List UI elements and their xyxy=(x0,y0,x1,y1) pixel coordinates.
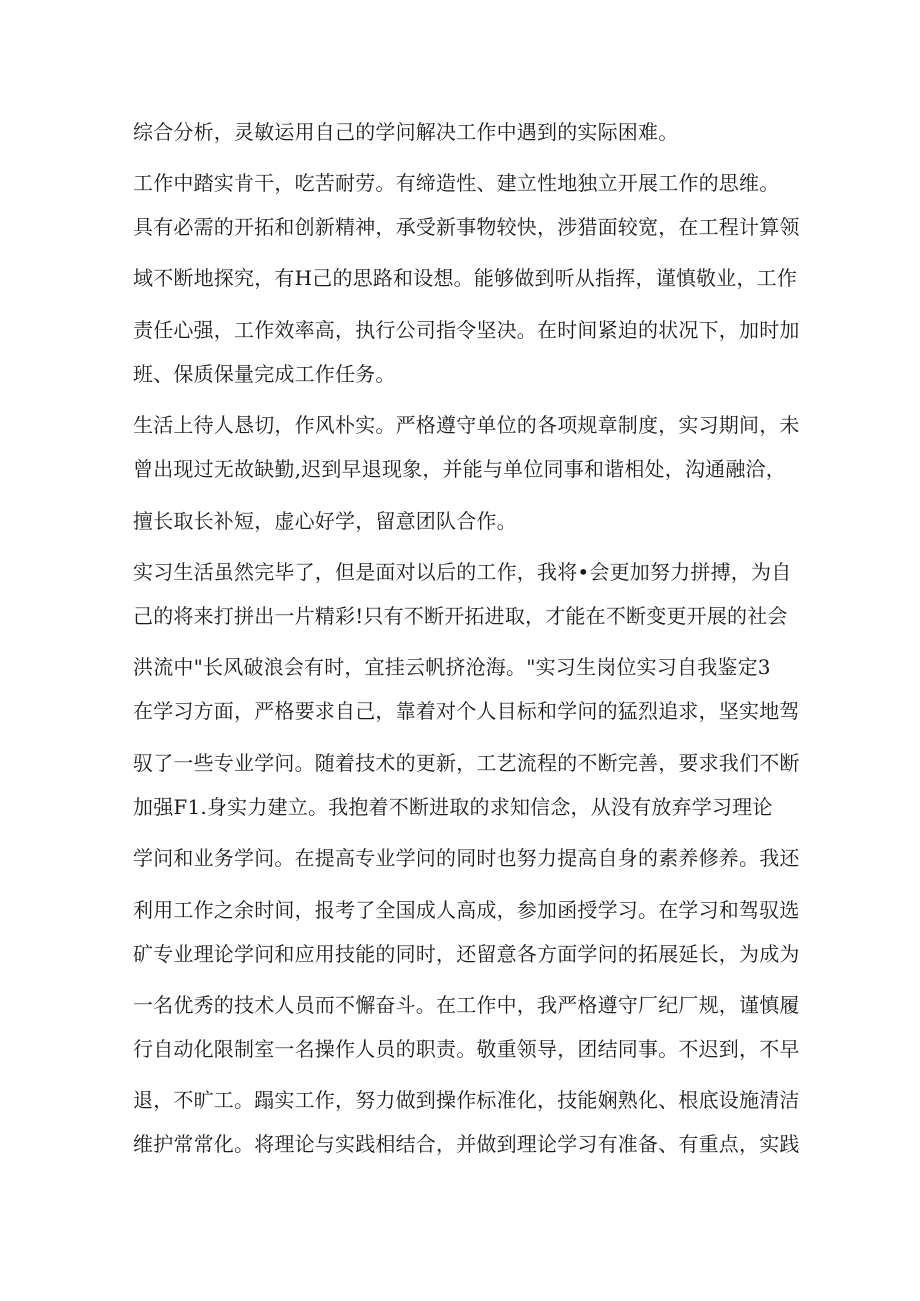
text-line: 域不断地探究，有H己的思路和设想。能够做到听从指挥，谨慎敬业，工作 xyxy=(133,266,798,290)
text-line: 在学习方面，严格要求自己，靠着对个人目标和学问的猛烈追求，坚实地驾 xyxy=(133,699,800,723)
text-line: 学问和业务学问。在提高专业学问的同时也努力提高自身的素养修养。我还 xyxy=(133,846,800,870)
text-line: 班、保质保量完成工作任务。 xyxy=(133,362,396,386)
text-line: 综合分析，灵敏运用自己的学问解决工作中遇到的实际困难。 xyxy=(133,120,679,144)
text-line: 行自动化限制室一名操作人员的职责。敬重领导，团结同事。不迟到，不早 xyxy=(133,1037,800,1061)
text-line: 己的将来打拼出一片精彩!只有不断开拓进取，才能在不断变更开展的社会 xyxy=(133,604,788,628)
text-line: 工作中踏实肯干，吃苦耐劳。有缔造性、建立性地独立开展工作的思维。 xyxy=(133,171,780,195)
text-line: 擅长取长补短，虚心好学，留意团队合作。 xyxy=(133,509,517,533)
text-line: 实习生活虽然完毕了，但是面对以后的工作，我将•会更加努力拼搏，为自 xyxy=(133,560,792,584)
text-line: 退，不旷工。蹋实工作，努力做到操作标准化，技能娴熟化、根底设施清洁 xyxy=(133,1088,800,1112)
text-line: 洪流中"长风破浪会有时，宜挂云帆挤沧海。"实习生岗位实习自我鉴定3 xyxy=(133,655,771,679)
text-line: 矿专业理论学问和应用技能的同时，还留意各方面学问的拓展延长，为成为 xyxy=(133,942,800,966)
text-line: 具有必需的开拓和创新精神，承受新事物较快，涉猎面较宽，在工程计算领 xyxy=(133,215,800,239)
text-line: 维护常常化。将理论与实践相结合，并做到理论学习有准备、有重点，实践 xyxy=(133,1132,800,1156)
text-line: 曾出现过无故缺勤,迟到早退现象，并能与单位同事和谐相处，沟通融洽， xyxy=(133,457,786,481)
text-line: 责任心强，工作效率高，执行公司指令坚决。在时间紧迫的状况下，加时加 xyxy=(133,318,800,342)
text-line: 利用工作之余时间，报考了全国成人高成，参加函授学习。在学习和驾驭选 xyxy=(133,898,800,922)
text-line: 加强F1.身实力建立。我抱着不断进取的求知信念，从没有放弃学习理论 xyxy=(133,795,773,819)
text-line: 一名优秀的技术人员而不懈奋斗。在工作中，我严格遵守厂纪厂规，谨慎履 xyxy=(133,993,800,1017)
text-line: 驭了一些专业学问。随着技术的更新，工艺流程的不断完善，要求我们不断 xyxy=(133,751,800,775)
text-line: 生活上待人恳切，作风朴实。严格遵守单位的各项规章制度，实习期间，未 xyxy=(133,413,800,437)
